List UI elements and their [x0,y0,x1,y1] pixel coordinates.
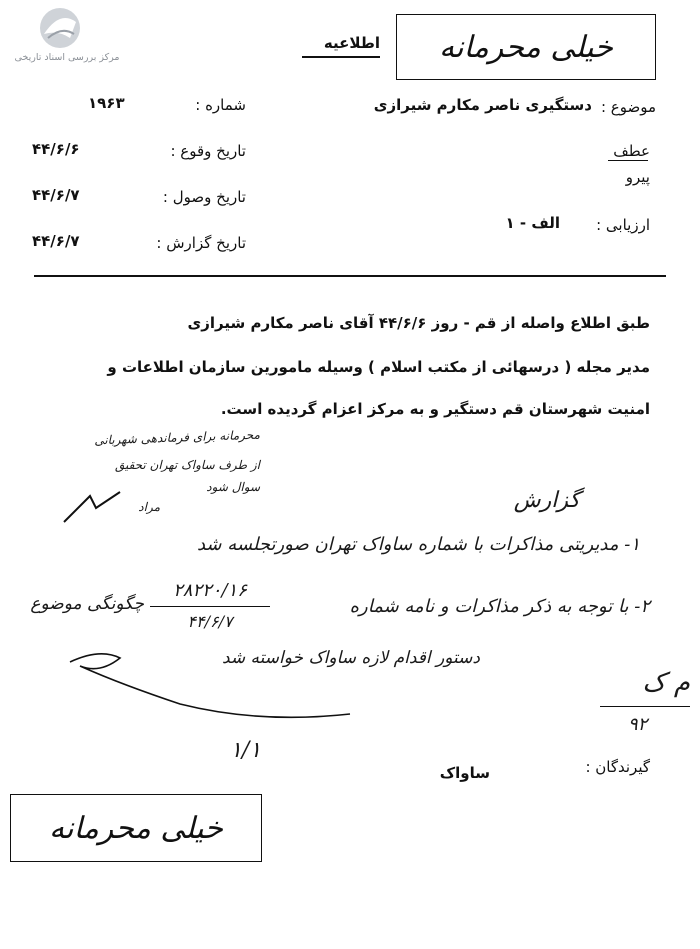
handwritten-heading: گزارش [513,488,580,513]
margin-note-3: سوال شود [206,480,260,494]
document-type: اطلاعیه [323,34,380,52]
number-value: ۱۹۶۳ [88,94,125,112]
followup-label: پیرو [625,168,650,186]
margin-note-2: از طرف ساواک تهران تحقیق [114,458,260,472]
header-divider [34,275,666,277]
reference-label: عطف [613,142,650,160]
body-line-2: مدیر مجله ( درسهائی از مکتب اسلام ) وسیله مامورین سازمان اطلاعات و [107,358,650,376]
receipt-date-value: ۴۴/۶/۷ [32,186,80,204]
archive-watermark-text: مرکز بررسی اسناد تاریخی [14,52,120,63]
margin-pen-stroke [60,486,140,526]
handwritten-ref-date: ۴۴/۶/۷ [187,612,233,631]
evaluation-label: ارزیابی : [596,216,650,234]
recipients-label: گیرندگان : [585,758,650,776]
handwritten-item-1: ۱- مدیریتی مذاکرات با شماره ساواک تهران صورتجلسه شد [196,534,640,555]
classification-stamp-top: خیلی محرمانه [396,14,656,80]
body-line-1: طبق اطلاع واصله از قم - روز ۴۴/۶/۶ آقای ناصر مکارم شیرازی [187,314,650,332]
handwritten-signature: م ک [642,668,690,698]
report-date-label: تاریخ گزارش : [156,234,246,252]
report-date-value: ۴۴/۶/۷ [32,232,80,250]
subject-value: دستگیری ناصر مکارم شیرازی [373,96,592,114]
handwritten-ref-number: ۲۸۲۲۰/۱۶ [173,580,247,601]
reference-underline [608,160,648,161]
signature-line [600,706,690,707]
archive-logo [30,4,90,52]
classification-stamp-bottom: خیلی محرمانه [10,794,262,862]
handwritten-loop-stroke [60,644,360,724]
number-label: شماره : [195,96,246,114]
handwritten-item-2: ۲- با توجه به ذکر مذاکرات و نامه شماره [349,596,650,617]
handwritten-page-number: ۹۲ [628,714,648,735]
body-line-3: امنیت شهرستان قم دستگیر و به مرکز اعزام گردیده است. [220,400,650,418]
archive-logo-icon [30,4,90,52]
handwritten-date-mark: ۱/۱ [230,738,262,763]
ref-fraction-line [150,606,270,607]
doc-type-underline [302,56,380,58]
receipt-date-label: تاریخ وصول : [162,188,246,206]
incident-date-value: ۴۴/۶/۶ [32,140,80,158]
handwritten-item-2-tail: چگونگی موضوع [30,594,144,614]
handwritten-line-3: دستور اقدام لازه ساواک خواسته شد [221,648,480,668]
margin-initial: مراد [138,500,160,514]
margin-note-1: محرمانه برای فرماندهی شهربانی [94,427,261,448]
incident-date-label: تاریخ وقوع : [170,142,246,160]
evaluation-value: الف - ۱ [505,214,560,232]
subject-label: موضوع : [600,98,656,116]
recipients-value: ساواک [439,764,490,782]
